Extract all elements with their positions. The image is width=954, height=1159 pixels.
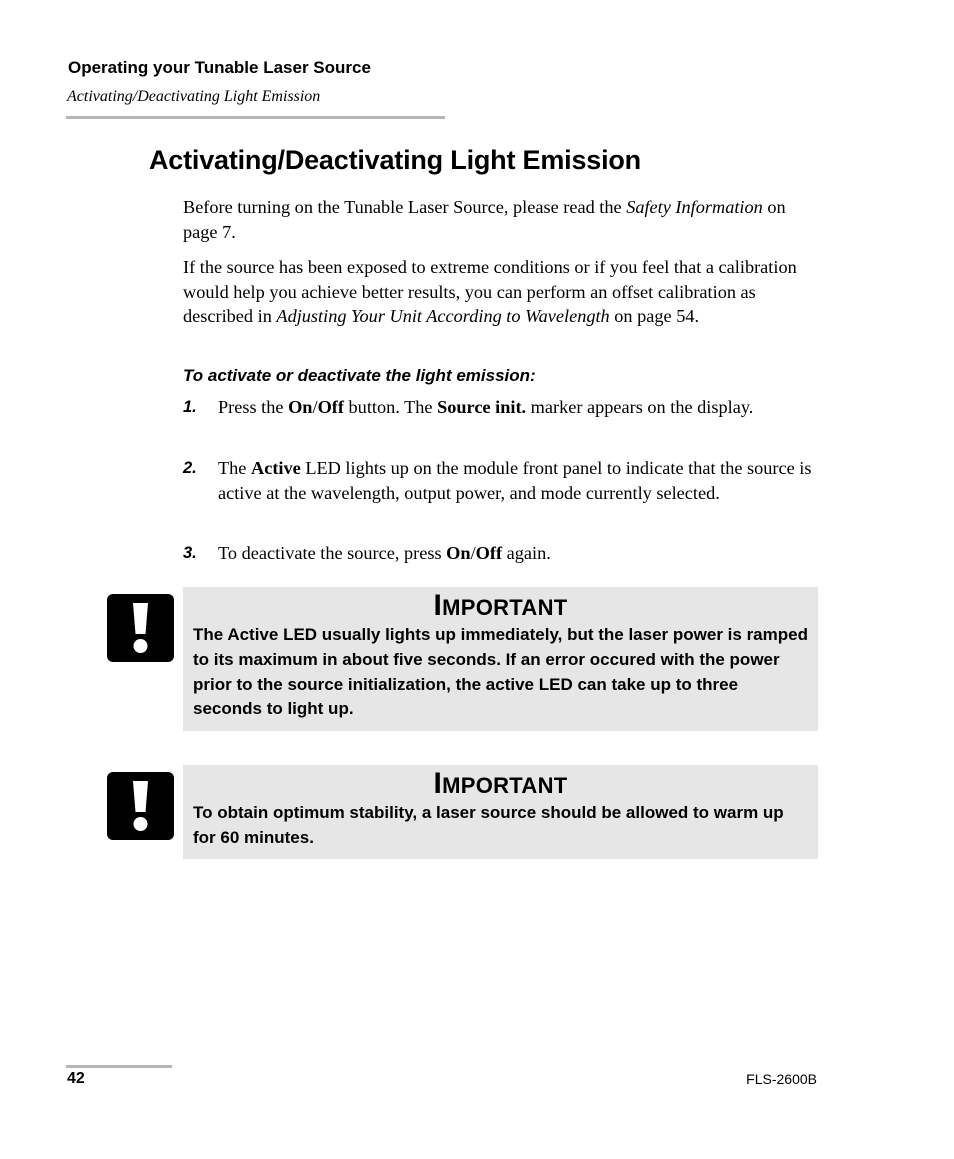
on-off-key-on: On: [446, 543, 471, 563]
procedure-title: To activate or deactivate the light emission:: [183, 366, 536, 385]
on-off-key-on: On: [288, 397, 313, 417]
page-number: 42: [67, 1070, 85, 1087]
intro-paragraph: [183, 195, 823, 244]
step-text: The Active LED lights up on the module front panel to indicate that the source is active at the wavelength, output power, and mode currently selected.: [218, 458, 812, 503]
note-heading: IMPORTANT: [433, 589, 568, 622]
footer-rule: [66, 1065, 172, 1068]
running-header-title: Operating your Tunable Laser Source: [68, 58, 371, 77]
on-off-key-off: Off: [317, 397, 344, 417]
document-id: FLS-2600B: [746, 1071, 817, 1087]
important-note: [183, 765, 818, 859]
safety-information-link[interactable]: Safety Information: [626, 197, 763, 217]
note-heading: IMPORTANT: [433, 767, 568, 800]
note-text: The Active LED usually lights up immediately, but the laser power is ramped to its maximum in about five seconds. If an error occured with the power prior to the source initialization, the active LED can take up to three seconds to light up.: [193, 625, 808, 719]
on-off-key-off: Off: [475, 543, 503, 563]
procedure-step: [183, 541, 823, 566]
step-number: 3.: [183, 544, 197, 562]
para1-page-ref: on page 7.: [183, 197, 786, 242]
step-number: 2.: [183, 459, 197, 477]
source-init-marker: Source init.: [437, 397, 527, 417]
procedure-step: [183, 456, 823, 505]
exclamation-icon: [107, 594, 174, 662]
calibration-paragraph: [183, 255, 823, 329]
para2-text: If the source has been exposed to extreme conditions or if you feel that a calibration would help you achieve better results, you can perform an offset calibration as described in: [183, 257, 797, 326]
step-number: 1.: [183, 398, 197, 416]
adjusting-unit-link[interactable]: Adjusting Your Unit According to Wavelength: [276, 306, 610, 326]
important-note: [183, 587, 818, 731]
active-led-label: Active: [251, 458, 301, 478]
para1-text: Before turning on the Tunable Laser Source, please read the: [183, 197, 627, 217]
section-title: Activating/Deactivating Light Emission: [149, 145, 641, 175]
step-text: To deactivate the source, press On/Off again.: [218, 543, 551, 563]
para2-page-ref: on page 54.: [609, 306, 700, 326]
procedure-step: [183, 395, 823, 420]
step-text: Press the On/Off button. The Source init. marker appears on the display.: [218, 397, 754, 417]
note-text: To obtain optimum stability, a laser source should be allowed to warm up for 60 minutes.: [193, 803, 784, 847]
header-rule: [66, 116, 445, 119]
running-header-subtitle: Activating/Deactivating Light Emission: [67, 88, 321, 105]
exclamation-icon: [107, 772, 174, 840]
